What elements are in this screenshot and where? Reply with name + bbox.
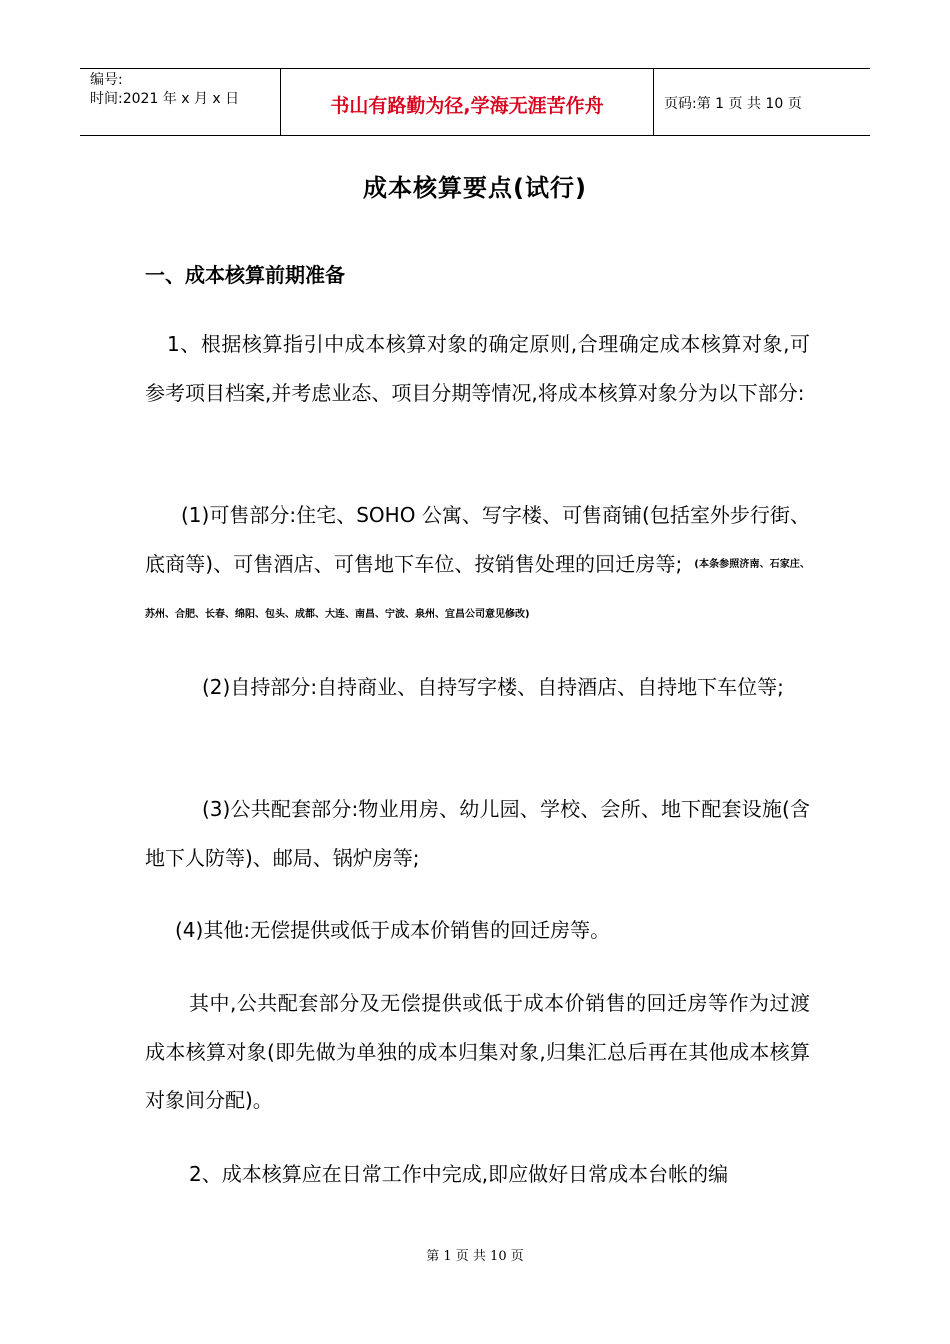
section-heading: 一、成本核算前期准备 [145, 263, 345, 287]
paragraph-6: 其中,公共配套部分及无偿提供或低于成本价销售的回迁房等作为过渡成本核算对象(即先做为单独的成本归集对象,归集汇总后再在其他成本核算对象间分配)。 [145, 991, 810, 1112]
paragraph-2-note: (本条参照济南、石家庄、苏州、合肥、长春、绵阳、包头、成都、大连、南昌、宁波、泉州、宜昌公司意见修改) [145, 558, 810, 620]
paragraph-4: (3)公共配套部分:物业用房、幼儿园、学校、会所、地下配套设施(含地下人防等)、邮局、锅炉房等; [145, 797, 810, 870]
paragraph-5: (4)其他:无偿提供或低于成本价销售的回迁房等。 [175, 918, 611, 942]
paragraph-2 [145, 491, 810, 639]
motto-text: 书山有路勤为径,学海无涯苦作舟 [281, 69, 654, 135]
page-footer: 第 1 页 共 10 页 [426, 1249, 524, 1264]
document-title: 成本核算要点(试行) [363, 174, 587, 202]
header-meta-cell [80, 69, 281, 135]
paragraph-7: 2、成本核算应在日常工作中完成,即应做好日常成本台帐的编 [189, 1162, 729, 1186]
code-label: 编号: [90, 72, 123, 88]
paragraph-1: 1、根据核算指引中成本核算对象的确定原则,合理确定成本核算对象,可参考项目档案,并考虑业态、项目分期等情况,将成本核算对象分为以下部分: [145, 332, 810, 405]
time-label: 时间:2021 年 x 月 x 日 [90, 91, 240, 107]
paragraph-3: (2)自持部分:自持商业、自持写字楼、自持酒店、自持地下车位等; [202, 675, 784, 699]
header-table [80, 68, 870, 136]
page-info: 页码:第 1 页 共 10 页 [664, 96, 802, 112]
paragraph-2-text: (1)可售部分:住宅、SOHO 公寓、写字楼、可售商铺(包括室外步行街、底商等)、可售酒店、可售地下车位、按销售处理的回迁房等; [145, 503, 810, 576]
